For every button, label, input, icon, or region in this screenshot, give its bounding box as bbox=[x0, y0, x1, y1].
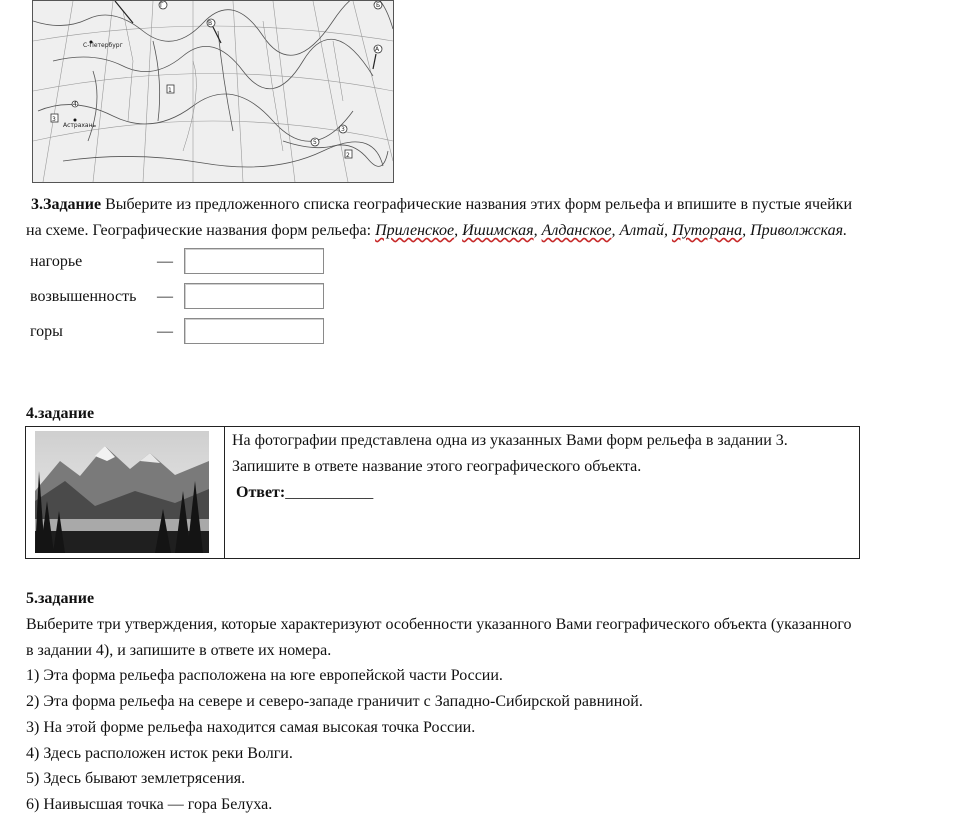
task4-table bbox=[25, 426, 860, 559]
task5-item-3: 3) На этой форме рельефа находится самая высокая точка России. bbox=[26, 719, 476, 736]
task3-text-line2: на схеме. Географические названия форм рельефа: bbox=[26, 222, 376, 239]
relief-name-6: Приволжская bbox=[750, 222, 844, 239]
task4-answer-label: Ответ: bbox=[236, 484, 286, 501]
task5-intro-line1: Выберите три утверждения, которые характеризуют особенности указанного Вами географического объекта (указанного bbox=[26, 616, 852, 633]
task4-heading: 4.задание bbox=[26, 405, 95, 422]
svg-text:Б: Б bbox=[376, 2, 381, 9]
task3-line1 bbox=[31, 192, 852, 218]
mountain-photo bbox=[35, 431, 209, 553]
task5-heading: 5.задание bbox=[26, 590, 95, 607]
task5-item-4: 4) Здесь расположен исток реки Волги. bbox=[26, 745, 293, 762]
row-dash-mountains: — bbox=[157, 323, 173, 340]
task5-item-1: 1) Эта форма рельефа расположена на юге европейской части России. bbox=[26, 667, 503, 684]
answer-box-plateau[interactable] bbox=[184, 248, 324, 274]
relief-name-3: Алданское bbox=[541, 222, 612, 239]
svg-text:А: А bbox=[375, 46, 380, 53]
row-dash-upland: — bbox=[157, 288, 173, 305]
task3-heading: 3.Задание bbox=[31, 196, 102, 213]
row-label-plateau: нагорье bbox=[30, 253, 83, 270]
map-label-astrakhan: Астрахань bbox=[63, 122, 97, 129]
task3-line2: на схеме. Географические названия форм рельефа: Приленское, Ишимская, Алданское, Алтай, Путорана, Приволжская. bbox=[26, 222, 848, 239]
row-label-upland: возвышенность bbox=[30, 288, 137, 305]
row-label-mountains: горы bbox=[30, 323, 63, 340]
svg-text:В: В bbox=[208, 20, 213, 27]
svg-text:4: 4 bbox=[73, 101, 77, 108]
answer-box-upland[interactable] bbox=[184, 283, 324, 309]
svg-text:2: 2 bbox=[346, 152, 350, 159]
relief-name-2: Ишимская bbox=[462, 222, 534, 239]
svg-text:5: 5 bbox=[313, 139, 317, 146]
task4-answer-blank[interactable]: ___________ bbox=[285, 484, 374, 501]
svg-text:Г: Г bbox=[160, 2, 164, 9]
task4-line2: Запишите в ответе название этого географического объекта. bbox=[232, 458, 642, 475]
map-label-spb: С-Петербург bbox=[83, 42, 123, 49]
task5-item-5: 5) Здесь бывают землетрясения. bbox=[26, 770, 246, 787]
svg-text:3: 3 bbox=[341, 126, 345, 133]
mountain-photo-image bbox=[35, 431, 209, 553]
svg-text:3: 3 bbox=[52, 116, 56, 123]
relief-map bbox=[32, 0, 394, 183]
task4-answer bbox=[236, 480, 373, 506]
relief-name-5: Путорана bbox=[671, 222, 743, 239]
task5-intro-line2: в задании 4), и запишите в ответе их номера. bbox=[26, 642, 332, 659]
row-dash-plateau: — bbox=[157, 253, 173, 270]
relief-name-1: Приленское bbox=[375, 222, 455, 239]
relief-name-4: Алтай bbox=[619, 222, 664, 239]
task3-text-line1: Выберите из предложенного списка географические названия этих форм рельефа и впишите в пустые ячейки bbox=[101, 196, 852, 213]
map-drawing bbox=[33, 1, 393, 182]
answer-box-mountains[interactable] bbox=[184, 318, 324, 344]
task4-line1: На фотографии представлена одна из указанных Вами форм рельефа в задании 3. bbox=[232, 432, 788, 449]
task5-item-2: 2) Эта форма рельефа на севере и северо-западе граничит с Западно-Сибирской равниной. bbox=[26, 693, 643, 710]
task5-item-6: 6) Наивысшая точка — гора Белуха. bbox=[26, 796, 273, 813]
task4-photo-cell bbox=[26, 427, 225, 558]
svg-text:1: 1 bbox=[168, 87, 172, 94]
